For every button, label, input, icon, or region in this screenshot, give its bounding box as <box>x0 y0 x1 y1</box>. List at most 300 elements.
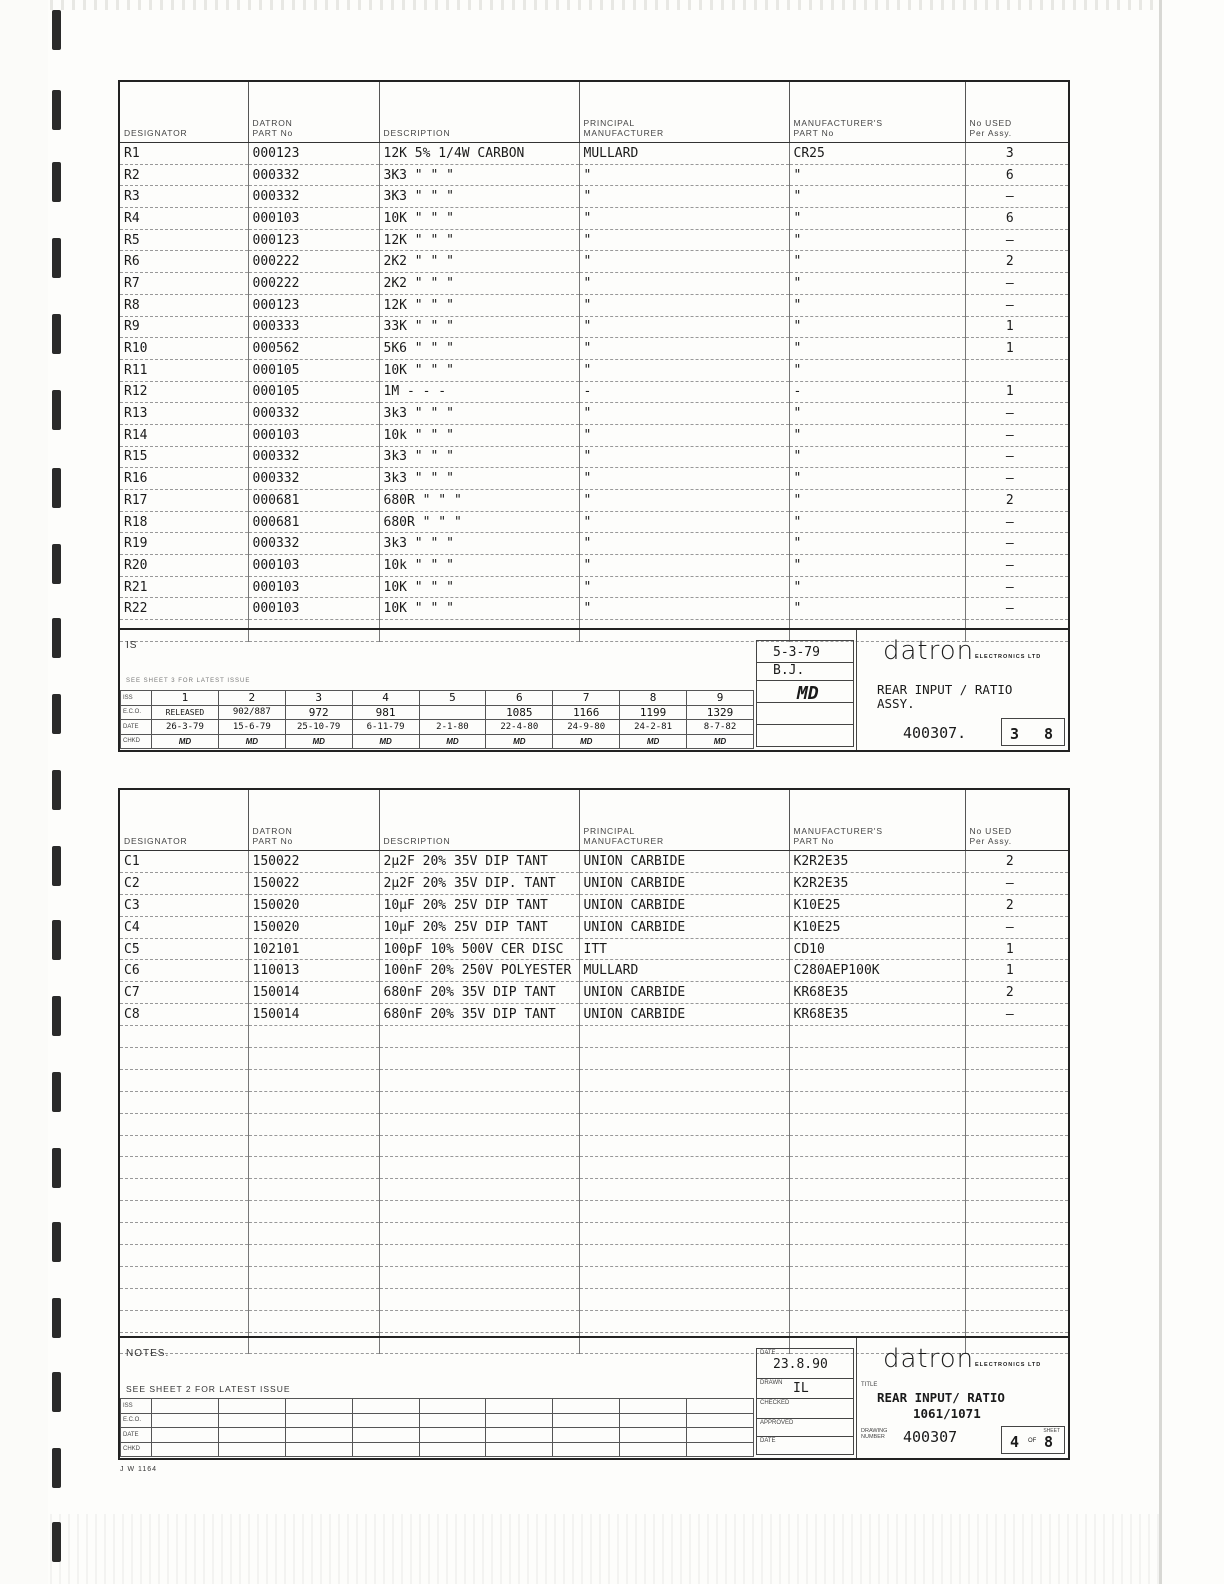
part-number-cell: 000332 <box>248 446 379 468</box>
part-number-cell: 000103 <box>248 424 379 446</box>
manufacturer-part-cell: " <box>789 251 965 273</box>
table-row <box>120 338 1068 360</box>
date-cell: 6-11-79 <box>352 720 419 735</box>
table-row <box>120 894 1068 916</box>
rev-row-label: ISS <box>121 1399 152 1414</box>
empty-cell <box>965 1135 1068 1157</box>
empty-cell <box>965 1266 1068 1288</box>
empty-cell <box>965 1048 1068 1070</box>
description-cell: 12K " " " <box>379 229 579 251</box>
empty-row <box>120 1069 1068 1091</box>
empty-cell <box>789 1288 965 1310</box>
part-number-cell: 000123 <box>248 229 379 251</box>
empty-row <box>120 1026 1068 1048</box>
empty-row <box>120 1223 1068 1245</box>
empty-cell <box>379 1245 579 1267</box>
description-cell: 33K " " " <box>379 316 579 338</box>
date-cell: 2-1-80 <box>419 720 486 735</box>
manufacturer-cell: " <box>579 555 789 577</box>
manufacturer-cell: ITT <box>579 938 789 960</box>
drawing-title-line-2: 1061/1071 <box>913 1406 981 1421</box>
approval-checked-signature: MD <box>797 683 819 704</box>
empty-cell <box>579 1069 789 1091</box>
approval-checked-label: CHECKED <box>760 1400 790 1406</box>
checked-signature: MD <box>152 734 219 749</box>
title-block-sheet-3 <box>120 628 1068 750</box>
empty-cell <box>965 1179 1068 1201</box>
part-number-cell: 000123 <box>248 143 379 165</box>
scan-noise-bottom <box>50 1514 1160 1584</box>
empty-cell <box>379 1113 579 1135</box>
table-row <box>120 208 1068 230</box>
table-row <box>120 316 1068 338</box>
empty-cell <box>120 1091 248 1113</box>
parts-table-resistors <box>120 82 1068 642</box>
quantity-cell: – <box>965 872 1068 894</box>
empty-cell <box>579 1048 789 1070</box>
manufacturer-part-cell: " <box>789 186 965 208</box>
description-cell: 3K3 " " " <box>379 186 579 208</box>
col-no-used: No USED Per Assy. <box>965 790 1068 851</box>
manufacturer-part-cell: " <box>789 598 965 620</box>
binding-hole <box>52 1222 61 1262</box>
part-number-cell: 000123 <box>248 294 379 316</box>
drawing-title-line-1: REAR INPUT/ RATIO <box>877 1390 1005 1405</box>
designator-cell: R20 <box>120 555 248 577</box>
quantity-cell: – <box>965 294 1068 316</box>
quantity-cell: 1 <box>965 316 1068 338</box>
empty-row <box>120 1048 1068 1070</box>
approval-date-2 <box>757 724 853 747</box>
company-box <box>856 630 1069 750</box>
issue-cell: 2 <box>218 691 285 706</box>
empty-cell <box>789 1026 965 1048</box>
quantity-cell: 2 <box>965 251 1068 273</box>
rev-row-issue <box>121 1399 754 1414</box>
issue-cell: 9 <box>687 691 754 706</box>
revision-grid <box>120 690 754 749</box>
empty-cell <box>120 1157 248 1179</box>
binding-hole <box>52 920 61 960</box>
designator-cell: C4 <box>120 916 248 938</box>
designator-cell: R9 <box>120 316 248 338</box>
quantity-cell: – <box>965 555 1068 577</box>
checked-signature: MD <box>486 734 553 749</box>
approval-approved-label: APPROVED <box>760 1420 794 1426</box>
designator-cell: R8 <box>120 294 248 316</box>
approval-checked <box>757 1398 853 1419</box>
sheet-total: 8 <box>1044 725 1054 743</box>
manufacturer-cell: UNION CARBIDE <box>579 916 789 938</box>
manufacturer-cell: " <box>579 424 789 446</box>
empty-cell <box>120 1048 248 1070</box>
manufacturer-cell: UNION CARBIDE <box>579 982 789 1004</box>
description-cell: 10K " " " <box>379 576 579 598</box>
manufacturer-cell: UNION CARBIDE <box>579 851 789 873</box>
quantity-cell: – <box>965 1004 1068 1026</box>
description-cell: 680R " " " <box>379 490 579 512</box>
manufacturer-part-cell: K10E25 <box>789 916 965 938</box>
parts-table-capacitors <box>120 790 1068 1354</box>
designator-cell: C2 <box>120 872 248 894</box>
empty-cell <box>248 1135 379 1157</box>
quantity-cell: 1 <box>965 381 1068 403</box>
title-block-sheet-4 <box>120 1336 1068 1458</box>
eco-cell: 972 <box>285 705 352 720</box>
empty-cell <box>789 1245 965 1267</box>
rev-row-label: E.C.O. <box>121 705 152 720</box>
col-no-used: No USED Per Assy. <box>965 82 1068 143</box>
description-cell: 3k3 " " " <box>379 468 579 490</box>
table-row <box>120 403 1068 425</box>
part-number-cell: 150020 <box>248 916 379 938</box>
part-number-cell: 000333 <box>248 316 379 338</box>
description-cell: 1M - - - <box>379 381 579 403</box>
manufacturer-cell: " <box>579 468 789 490</box>
approval-drawn <box>757 662 853 681</box>
description-cell: 10K " " " <box>379 208 579 230</box>
quantity-cell: – <box>965 511 1068 533</box>
binding-hole <box>52 238 61 278</box>
designator-cell: C5 <box>120 938 248 960</box>
table-row <box>120 916 1068 938</box>
manufacturer-cell: " <box>579 359 789 381</box>
title-label: TITLE <box>861 1382 878 1388</box>
empty-cell <box>579 1113 789 1135</box>
manufacturer-part-cell: " <box>789 164 965 186</box>
description-cell: 3k3 " " " <box>379 533 579 555</box>
table-row <box>120 164 1068 186</box>
part-number-cell: 000103 <box>248 576 379 598</box>
designator-cell: C8 <box>120 1004 248 1026</box>
parts-list-sheet-3 <box>118 80 1070 752</box>
description-cell: 3k3 " " " <box>379 403 579 425</box>
table-header <box>120 790 1068 851</box>
manufacturer-part-cell: K10E25 <box>789 894 965 916</box>
date-cell: 25-10-79 <box>285 720 352 735</box>
table-row <box>120 1004 1068 1026</box>
quantity-cell: 2 <box>965 490 1068 512</box>
empty-cell <box>248 1091 379 1113</box>
datron-logo: datron <box>883 1344 975 1374</box>
quantity-cell: – <box>965 229 1068 251</box>
rev-row-date <box>121 720 754 735</box>
part-number-cell: 150022 <box>248 851 379 873</box>
rev-row-label: DATE <box>121 1428 152 1443</box>
designator-cell: R11 <box>120 359 248 381</box>
manufacturer-cell: " <box>579 294 789 316</box>
col-principal-manufacturer: PRINCIPAL MANUFACTURER <box>579 82 789 143</box>
empty-cell <box>248 1223 379 1245</box>
issue-cell: 5 <box>419 691 486 706</box>
issue-cell: 6 <box>486 691 553 706</box>
empty-cell <box>789 1135 965 1157</box>
issue-cell: 7 <box>553 691 620 706</box>
manufacturer-part-cell: " <box>789 403 965 425</box>
empty-cell <box>579 1288 789 1310</box>
sheet-label: SHEET <box>1043 1428 1060 1434</box>
manufacturer-cell: " <box>579 208 789 230</box>
empty-cell <box>379 1310 579 1332</box>
designator-cell: R10 <box>120 338 248 360</box>
empty-cell <box>789 1179 965 1201</box>
empty-cell <box>248 1288 379 1310</box>
checked-signature: MD <box>687 734 754 749</box>
manufacturer-part-cell: KR68E35 <box>789 982 965 1004</box>
binding-hole <box>52 1372 61 1412</box>
part-number-cell: 150022 <box>248 872 379 894</box>
empty-row <box>120 1310 1068 1332</box>
empty-cell <box>379 1069 579 1091</box>
empty-row <box>120 1288 1068 1310</box>
part-number-cell: 150014 <box>248 1004 379 1026</box>
drawing-label-line-2: NUMBER <box>861 1434 885 1440</box>
quantity-cell: – <box>965 446 1068 468</box>
empty-cell <box>120 1245 248 1267</box>
sheet-number: 3 <box>1010 725 1020 743</box>
empty-cell <box>248 1310 379 1332</box>
binding-hole <box>52 468 61 508</box>
manufacturer-cell: - <box>579 381 789 403</box>
designator-cell: C6 <box>120 960 248 982</box>
table-row <box>120 598 1068 620</box>
part-number-cell: 102101 <box>248 938 379 960</box>
designator-cell: R4 <box>120 208 248 230</box>
rev-row-label: DATE <box>121 720 152 735</box>
date-cell: 26-3-79 <box>152 720 219 735</box>
empty-cell <box>579 1091 789 1113</box>
description-cell: 10K " " " <box>379 359 579 381</box>
table-row <box>120 273 1068 295</box>
designator-cell: R17 <box>120 490 248 512</box>
description-cell: 10k " " " <box>379 424 579 446</box>
table-row <box>120 186 1068 208</box>
manufacturer-cell: " <box>579 251 789 273</box>
empty-cell <box>379 1048 579 1070</box>
empty-cell <box>120 1135 248 1157</box>
manufacturer-part-cell: " <box>789 294 965 316</box>
description-cell: 2K2 " " " <box>379 273 579 295</box>
approval-date <box>757 640 853 663</box>
drawing-title-line-1: REAR INPUT / RATIO <box>877 682 1013 697</box>
checked-signature: MD <box>620 734 687 749</box>
eco-cell: 1199 <box>620 705 687 720</box>
manufacturer-part-cell: " <box>789 446 965 468</box>
revision-grid <box>120 1398 754 1457</box>
quantity-cell: – <box>965 273 1068 295</box>
empty-cell <box>379 1223 579 1245</box>
empty-cell <box>579 1026 789 1048</box>
part-number-cell: 000103 <box>248 555 379 577</box>
designator-cell: R1 <box>120 143 248 165</box>
binding-hole <box>52 1072 61 1112</box>
empty-cell <box>120 1223 248 1245</box>
table-row <box>120 294 1068 316</box>
empty-row <box>120 1201 1068 1223</box>
quantity-cell: – <box>965 403 1068 425</box>
empty-cell <box>379 1026 579 1048</box>
empty-row <box>120 1179 1068 1201</box>
manufacturer-cell: UNION CARBIDE <box>579 1004 789 1026</box>
empty-cell <box>120 1026 248 1048</box>
empty-row <box>120 1266 1068 1288</box>
manufacturer-part-cell: " <box>789 490 965 512</box>
binding-hole <box>52 770 61 810</box>
empty-cell <box>965 1091 1068 1113</box>
quantity-cell: – <box>965 468 1068 490</box>
manufacturer-part-cell: " <box>789 468 965 490</box>
manufacturer-cell: " <box>579 273 789 295</box>
scan-noise-top <box>50 0 1160 10</box>
part-number-cell: 000681 <box>248 511 379 533</box>
empty-cell <box>248 1069 379 1091</box>
table-row <box>120 251 1068 273</box>
approval-date <box>757 1348 853 1379</box>
issue-cell: 3 <box>285 691 352 706</box>
manufacturer-part-cell: KR68E35 <box>789 1004 965 1026</box>
designator-cell: C7 <box>120 982 248 1004</box>
issue-cell: 1 <box>152 691 219 706</box>
issue-cell: 4 <box>352 691 419 706</box>
quantity-cell: 6 <box>965 208 1068 230</box>
date-cell: 24-2-81 <box>620 720 687 735</box>
rev-row-label: CHKD <box>121 1442 152 1457</box>
description-cell: 3k3 " " " <box>379 446 579 468</box>
part-number-cell: 000222 <box>248 251 379 273</box>
designator-cell: R12 <box>120 381 248 403</box>
part-number-cell: 000562 <box>248 338 379 360</box>
approval-approved <box>757 1418 853 1437</box>
table-row <box>120 555 1068 577</box>
manufacturer-cell: " <box>579 338 789 360</box>
eco-cell: RELEASED <box>152 705 219 720</box>
empty-cell <box>965 1201 1068 1223</box>
manufacturer-cell: " <box>579 446 789 468</box>
binding-hole <box>52 544 61 584</box>
empty-cell <box>965 1310 1068 1332</box>
empty-row <box>120 1113 1068 1135</box>
description-cell: 10k " " " <box>379 555 579 577</box>
designator-cell: R15 <box>120 446 248 468</box>
empty-cell <box>789 1048 965 1070</box>
eco-cell: 1329 <box>687 705 754 720</box>
quantity-cell: 1 <box>965 338 1068 360</box>
binding-hole <box>52 390 61 430</box>
binding-strip <box>0 0 48 1584</box>
col-datron-part: DATRON PART No <box>248 790 379 851</box>
empty-cell <box>579 1179 789 1201</box>
col-principal-manufacturer: PRINCIPAL MANUFACTURER <box>579 790 789 851</box>
manufacturer-cell: " <box>579 229 789 251</box>
company-box <box>856 1338 1069 1458</box>
quantity-cell: – <box>965 424 1068 446</box>
empty-cell <box>789 1266 965 1288</box>
description-cell: 100nF 20% 250V POLYESTER <box>379 960 579 982</box>
designator-cell: R16 <box>120 468 248 490</box>
empty-cell <box>120 1266 248 1288</box>
designator-cell: R6 <box>120 251 248 273</box>
manufacturer-cell: " <box>579 316 789 338</box>
empty-row <box>120 1091 1068 1113</box>
binding-hole <box>52 846 61 886</box>
empty-row <box>120 1157 1068 1179</box>
quantity-cell: 3 <box>965 143 1068 165</box>
description-cell: 680R " " " <box>379 511 579 533</box>
empty-cell <box>248 1026 379 1048</box>
description-cell: 10K " " " <box>379 598 579 620</box>
description-cell: 680nF 20% 35V DIP TANT <box>379 1004 579 1026</box>
binding-hole <box>52 10 61 50</box>
manufacturer-part-cell: C280AEP100K <box>789 960 965 982</box>
approval-date-2 <box>757 1436 853 1455</box>
empty-cell <box>965 1245 1068 1267</box>
binding-hole <box>52 162 61 202</box>
empty-cell <box>579 1223 789 1245</box>
date-cell: 8-7-82 <box>687 720 754 735</box>
designator-cell: R5 <box>120 229 248 251</box>
approval-date-label: DATE <box>760 1350 776 1356</box>
date-cell: 15-6-79 <box>218 720 285 735</box>
table-row <box>120 982 1068 1004</box>
empty-cell <box>120 1113 248 1135</box>
part-number-cell: 000103 <box>248 208 379 230</box>
table-row <box>120 851 1068 873</box>
quantity-cell: 2 <box>965 894 1068 916</box>
empty-cell <box>965 1223 1068 1245</box>
designator-cell: C1 <box>120 851 248 873</box>
approval-checked <box>757 680 853 703</box>
empty-cell <box>965 1157 1068 1179</box>
manufacturer-cell: " <box>579 511 789 533</box>
drawing-label-line-1: DRAWING <box>861 1428 888 1434</box>
table-header <box>120 82 1068 143</box>
issue-cell: 8 <box>620 691 687 706</box>
binding-hole <box>52 618 61 658</box>
quantity-cell: – <box>965 576 1068 598</box>
binding-hole <box>52 1522 61 1562</box>
empty-cell <box>379 1288 579 1310</box>
empty-cell <box>579 1157 789 1179</box>
table-row <box>120 511 1068 533</box>
quantity-cell: – <box>965 598 1068 620</box>
manufacturer-part-cell: CR25 <box>789 143 965 165</box>
quantity-cell <box>965 359 1068 381</box>
approval-date-value: 5-3-79 <box>773 645 820 660</box>
table-row <box>120 381 1068 403</box>
rev-row-eco <box>121 1413 754 1428</box>
quantity-cell: – <box>965 533 1068 555</box>
date-cell: 22-4-80 <box>486 720 553 735</box>
part-number-cell: 000332 <box>248 186 379 208</box>
sheet-total: 8 <box>1044 1433 1054 1451</box>
description-cell: 3K3 " " " <box>379 164 579 186</box>
drawing-number: 400307 <box>903 1428 958 1446</box>
empty-cell <box>579 1266 789 1288</box>
empty-cell <box>579 1135 789 1157</box>
empty-cell <box>579 1245 789 1267</box>
part-number-cell: 000332 <box>248 533 379 555</box>
approvals-box <box>756 640 854 747</box>
designator-cell: R7 <box>120 273 248 295</box>
quantity-cell: – <box>965 916 1068 938</box>
description-cell: 2μ2F 20% 35V DIP TANT <box>379 851 579 873</box>
manufacturer-cell: UNION CARBIDE <box>579 894 789 916</box>
datron-logo: datron <box>883 636 975 666</box>
rev-row-checked <box>121 1442 754 1457</box>
part-number-cell: 000332 <box>248 468 379 490</box>
manufacturer-part-cell: " <box>789 359 965 381</box>
approval-drawn <box>757 1378 853 1399</box>
